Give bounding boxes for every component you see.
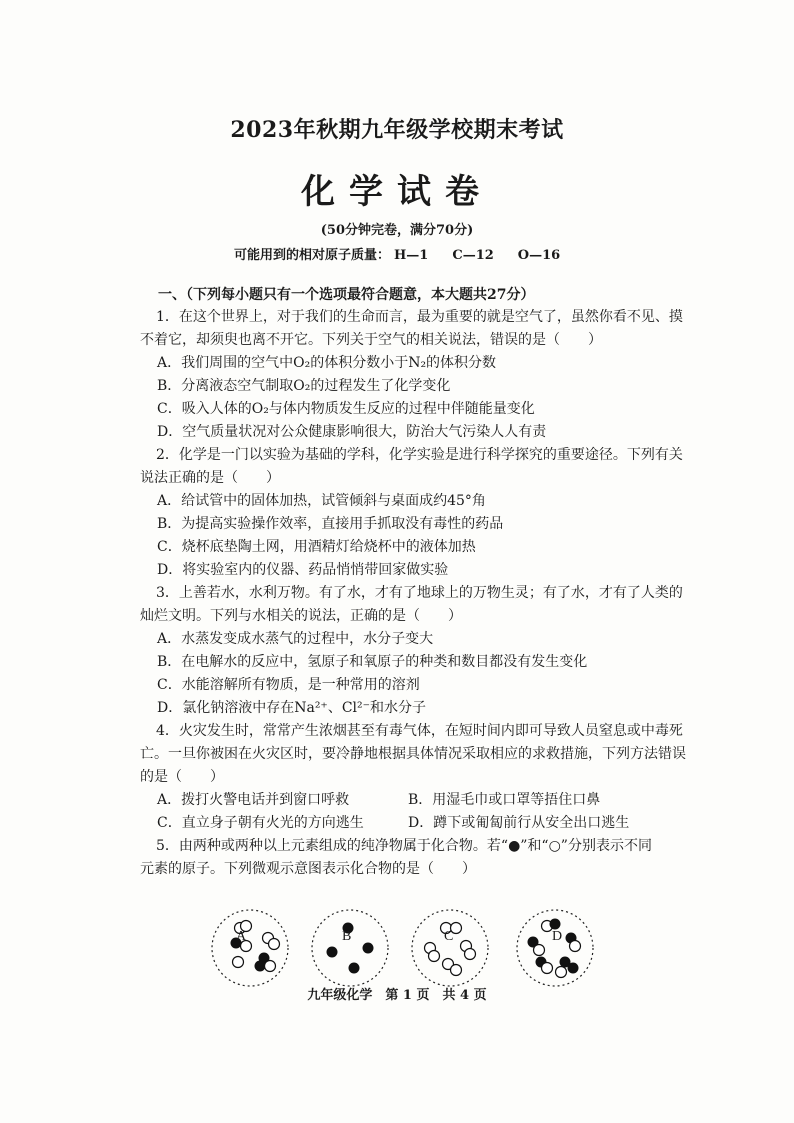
white-atom — [429, 951, 440, 962]
diagram-label-b: B — [342, 929, 352, 944]
q1-option-c: C．吸入人体的O₂与体内物质发生反应的过程中伴随能量变化 — [157, 401, 535, 417]
q1-option-d: D．空气质量状况对公众健康影响很大，防治大气污染人人有责 — [157, 424, 547, 440]
q2-option-d: D．将实验室内的仪器、药品悄悄带回家做实验 — [157, 562, 449, 578]
black-atom — [255, 961, 266, 972]
q4-stem-line1: 4．火灾发生时，常常产生浓烟甚至有毒气体，在短时间内即可导致人员窒息或中毒死 — [156, 723, 683, 739]
atomic-mass-o: O—16 — [517, 248, 561, 263]
black-atom — [363, 943, 374, 954]
q4-stem-line2: 亡。一旦你被困在火灾区时，要冷静地根据具体情况采取相应的求救措施，下列方法错误 — [140, 746, 686, 762]
diagram-d — [517, 910, 593, 986]
diagram-label-a: A — [236, 929, 247, 944]
q3-stem-line2: 灿烂文明。下列与水相关的说法，正确的是（ ） — [140, 608, 462, 624]
atomic-mass-line — [234, 244, 584, 263]
white-atom — [465, 949, 476, 960]
white-atom — [534, 945, 545, 956]
q4-option-c: C．直立身子朝有火光的方向逃生 — [157, 815, 364, 831]
diagram-b — [312, 910, 388, 986]
black-atom — [349, 963, 360, 974]
exam-title: 2023年秋期九年级学校期末考试 — [230, 117, 564, 143]
q2-option-c: C．烧杯底垫陶土网，用酒精灯给烧杯中的液体加热 — [157, 539, 476, 555]
black-atom — [327, 947, 338, 958]
white-atom — [542, 963, 553, 974]
q3-stem-line1: 3．上善若水，水利万物。有了水，才有了地球上的万物生灵；有了水，才有了人类的 — [156, 585, 683, 601]
white-atom — [269, 939, 280, 950]
white-atom — [233, 957, 244, 968]
q5-stem-line1: 5．由两种或两种以上元素组成的纯净物属于化合物。若“●”和“○”分别表示不同 — [156, 838, 652, 854]
atomic-mass-label: 可能用到的相对原子质量： — [234, 248, 391, 263]
diagram-label-c: C — [444, 929, 454, 944]
q4-option-d: D．蹲下或匍匐前行从安全出口逃生 — [408, 815, 630, 831]
q1-stem-line1: 1．在这个世界上，对于我们的生命而言，最为重要的就是空气了，虽然你看不见、摸 — [156, 309, 683, 325]
atomic-mass-c: C—12 — [452, 248, 494, 263]
q3-option-d: D．氯化钠溶液中存在Na²⁺、Cl²⁻和水分子 — [157, 700, 427, 716]
q4-option-b: B．用湿毛巾或口罩等捂住口鼻 — [408, 792, 601, 808]
diagram-c-circle — [412, 910, 488, 986]
section-heading: 一、（下列每小题只有一个选项最符合题意，本大题共27分） — [158, 287, 535, 303]
q1-option-b: B．分离液态空气制取O₂的过程发生了化学变化 — [157, 378, 451, 394]
q4-option-a: A．拨打火警电话并到窗口呼救 — [157, 792, 350, 808]
exam-info: (50分钟完卷，满分70分) — [320, 223, 474, 238]
q2-option-b: B．为提高实验操作效率，直接用手抓取没有毒性的药品 — [157, 516, 504, 532]
q2-stem-line1: 2．化学是一门以实验为基础的学科，化学实验是进行科学探究的重要途径。下列有关 — [156, 447, 683, 463]
q2-option-a: A．给试管中的固体加热，试管倾斜与桌面成约45°角 — [157, 493, 486, 509]
q3-option-b: B．在电解水的反应中，氢原子和氧原子的种类和数目都没有发生变化 — [157, 654, 588, 670]
atomic-mass-h: H—1 — [394, 248, 429, 263]
q4-stem-line3: 的是（ ） — [140, 769, 224, 785]
q3-option-c: C．水能溶解所有物质，是一种常用的溶剂 — [157, 677, 420, 693]
black-atom — [550, 919, 561, 930]
diagram-label-d: D — [552, 929, 563, 944]
black-atom — [568, 963, 579, 974]
q3-option-a: A．水蒸发变成水蒸气的过程中，水分子变大 — [157, 631, 434, 647]
q2-stem-line2: 说法正确的是（ ） — [140, 470, 280, 486]
q5-stem-line2: 元素的原子。下列微观示意图表示化合物的是（ ） — [140, 861, 476, 877]
white-atom — [570, 941, 581, 952]
page-footer: 九年级化学 第 1 页 共 4 页 — [307, 988, 487, 1003]
q1-option-a: A．我们周围的空气中O₂的体积分数小于N₂的体积分数 — [157, 355, 497, 371]
diagram-a — [212, 910, 288, 986]
white-atom — [451, 965, 462, 976]
diagram-b-circle — [312, 910, 388, 986]
white-atom — [265, 961, 276, 972]
q1-stem-line2: 不着它，却须臾也离不开它。下列关于空气的相关说法，错误的是（ ） — [140, 332, 602, 348]
diagram-c — [412, 910, 488, 986]
white-atom — [556, 967, 567, 978]
subject-title: 化学试卷 — [301, 172, 493, 212]
